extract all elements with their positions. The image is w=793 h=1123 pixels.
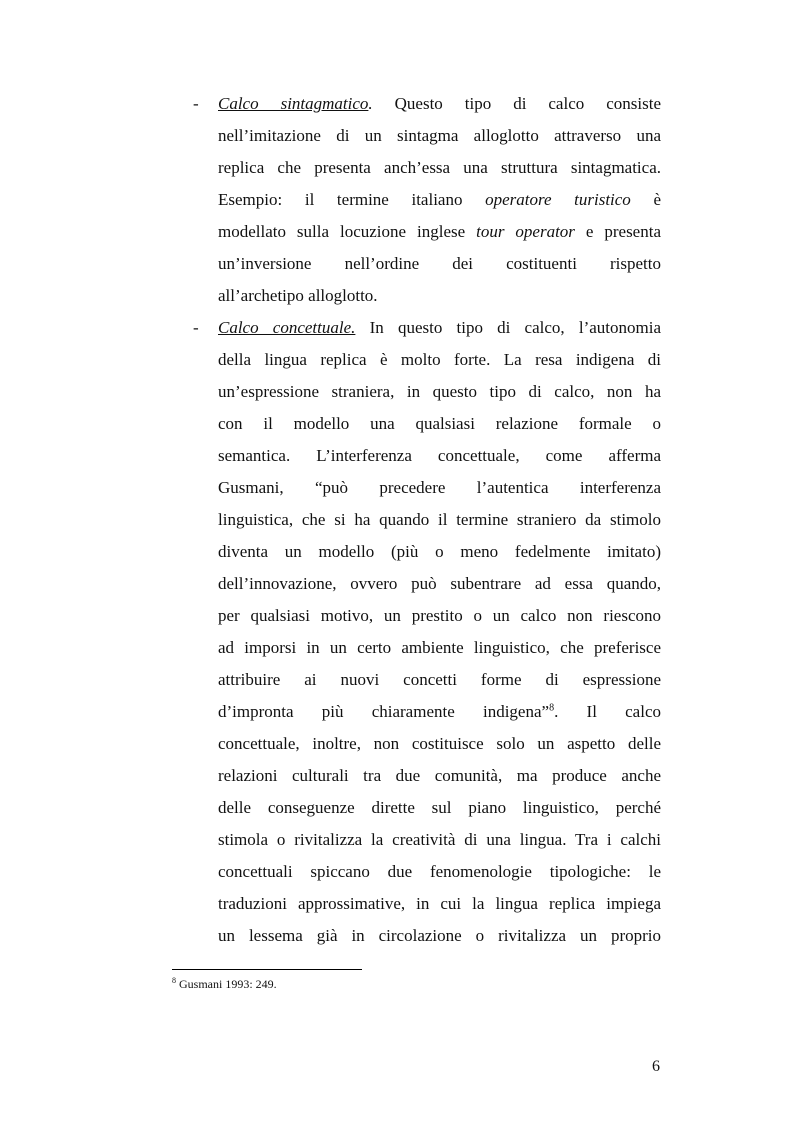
list-bullet: - [193,94,199,113]
text-run: In questo tipo di calco, l’autonomia [355,318,661,337]
text-run: un’espressione straniera, in questo tipo di calco, non ha [218,382,661,401]
footnote-ref: 8 [549,702,555,714]
text-line [218,926,661,958]
list-bullet: - [193,318,199,337]
text-line [218,446,661,478]
text-line [218,94,661,126]
text-run: concettuale, inoltre, non costituisce solo un aspetto delle [218,734,661,753]
text-run: semantica. L’interferenza concettuale, come afferma [218,446,661,465]
text-line [218,894,661,926]
text-run: Esempio: il termine italiano [218,190,486,209]
text-run: Questo tipo di calco consiste [372,94,661,113]
text-run: . Il calco [554,702,661,721]
text-run: relazioni culturali tra due comunità, ma produce anche [218,766,661,785]
text-run: Gusmani, “può precedere l’autentica interferenza [218,478,661,497]
text-line [218,158,661,190]
footnote-text: Gusmani 1993: 249. [176,977,277,991]
text-line [218,766,661,798]
footnote-separator [172,969,362,970]
text-run: stimola o rivitalizza la creatività di una lingua. Tra i calchi [218,830,661,849]
text-run: un lessema già in circolazione o rivitalizza un proprio [218,926,661,945]
text-run: . [368,94,373,113]
text-line [218,478,661,510]
text-line [218,382,661,414]
text-run: traduzioni approssimative, in cui la lingua replica impiega [218,894,661,913]
text-line [218,702,661,734]
page-number: 6 [652,1058,660,1075]
text-run: dell’innovazione, ovvero può subentrare ad essa quando, [218,574,661,593]
footnote [172,977,277,992]
text-run: replica che presenta anch’essa una struttura sintagmatica. [218,158,661,177]
text-line [218,606,661,638]
text-line [218,350,661,382]
text-line [218,510,661,542]
text-run: Calco sintagmatico [218,94,369,113]
text-run: ad imporsi in un certo ambiente linguistico, che preferisce [218,638,661,657]
text-line [218,414,661,446]
text-run: un’inversione nell’ordine dei costituenti rispetto [218,254,661,273]
text-line [218,222,661,254]
text-run: tour operator [476,222,575,241]
text-run: linguistica, che si ha quando il termine straniero da stimolo [218,510,661,529]
text-line [218,798,661,830]
text-line [218,574,661,606]
text-line [218,734,661,766]
text-line [218,542,661,574]
text-run: è [630,190,661,209]
text-run: modellato sulla locuzione inglese [218,222,477,241]
text-run: concettuali spiccano due fenomenologie tipologiche: le [218,862,661,881]
text-run: d’impronta più chiaramente indigena” [218,702,550,721]
text-run: Calco concettuale. [218,318,356,337]
text-line [218,190,661,222]
text-line [218,638,661,670]
text-run: diventa un modello (più o meno fedelmente imitato) [218,542,661,561]
text-line [218,318,661,350]
text-run: attribuire ai nuovi concetti forme di espressione [218,670,661,689]
text-line [218,830,661,862]
text-run: per qualsiasi motivo, un prestito o un calco non riescono [218,606,661,625]
text-run: delle conseguenze dirette sul piano linguistico, perché [218,798,661,817]
text-line [218,254,661,286]
text-run: nell’imitazione di un sintagma alloglotto attraverso una [218,126,661,145]
text-line [218,286,661,318]
text-line [218,670,661,702]
text-line [218,862,661,894]
text-run: e presenta [574,222,662,241]
text-run: all’archetipo alloglotto. [218,286,378,305]
text-run: della lingua replica è molto forte. La resa indigena di [218,350,661,369]
footnote-marker: 8 [172,976,176,985]
text-run: con il modello una qualsiasi relazione formale o [218,414,661,433]
text-run: operatore turistico [485,190,631,209]
text-line [218,126,661,158]
